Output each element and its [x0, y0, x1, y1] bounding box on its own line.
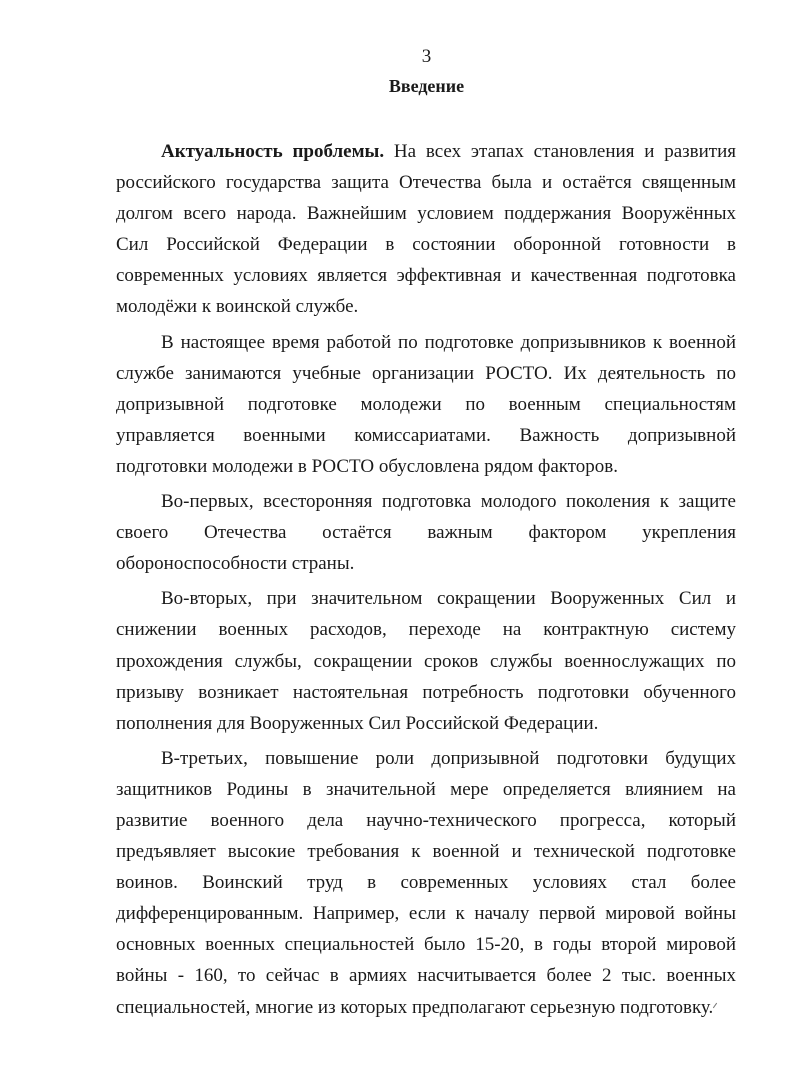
paragraph-second-factor: Во-вторых, при значительном сокращении Вооруженных Сил и снижении военных расходов, переходе на контрактную систему прохождения службы, сокращении сроков службы военнослужащих по призыву возникает настоятельная потребность подготовки обученного пополнения для Вооруженных Сил Российской Федерации. — [116, 588, 736, 734]
paragraph-first-factor: Во-первых, всесторонняя подготовка молодого поколения к защите своего Отечества остаётся важным фактором укрепления обороноспособности страны. — [116, 491, 736, 575]
paragraph-third-factor: В-третьих, повышение роли допризывной подготовки будущих защитников Родины в значительной мере определяется влиянием на развитие военного дела научно-технического прогресса, который предъявляет высокие требования к военной и технической подготовке воинов. Воинский труд в современных условиях стал более дифференцированным. Например, если к началу первой мировой войны основных военных специальностей было 15-20, в годы второй мировой войны - 160, то сейчас в армиях насчитывается более 2 тыс. военных специальностей, многие из которых предполагают серьезную подготовку. — [116, 747, 736, 1018]
document-body — [116, 136, 736, 1023]
paragraph-lead: Актуальность проблемы. — [161, 141, 385, 162]
paragraph-relevance — [116, 136, 736, 323]
paragraph-current-state: В настоящее время работой по подготовке допризывников к военной службе занимаются учебные организации РОСТО. Их деятельность по допризывной подготовке молодежи по военным специальностям управляется военными комиссариатами. Важность допризывной подготовки молодежи в РОСТО обусловлена рядом факторов. — [116, 331, 736, 477]
page-number: 3 — [421, 46, 432, 67]
paragraph-text: На всех этапах становления и развития российского государства защита Отечества была и остаётся священным долгом всего народа. Важнейшим условием поддержания Вооружённых Сил Российской Федерации в состоянии оборонной готовности в современных условиях является эффективная и качественная подготовка молодёжи к воинской службе. — [116, 141, 737, 318]
page-heading: Введение — [388, 76, 465, 96]
